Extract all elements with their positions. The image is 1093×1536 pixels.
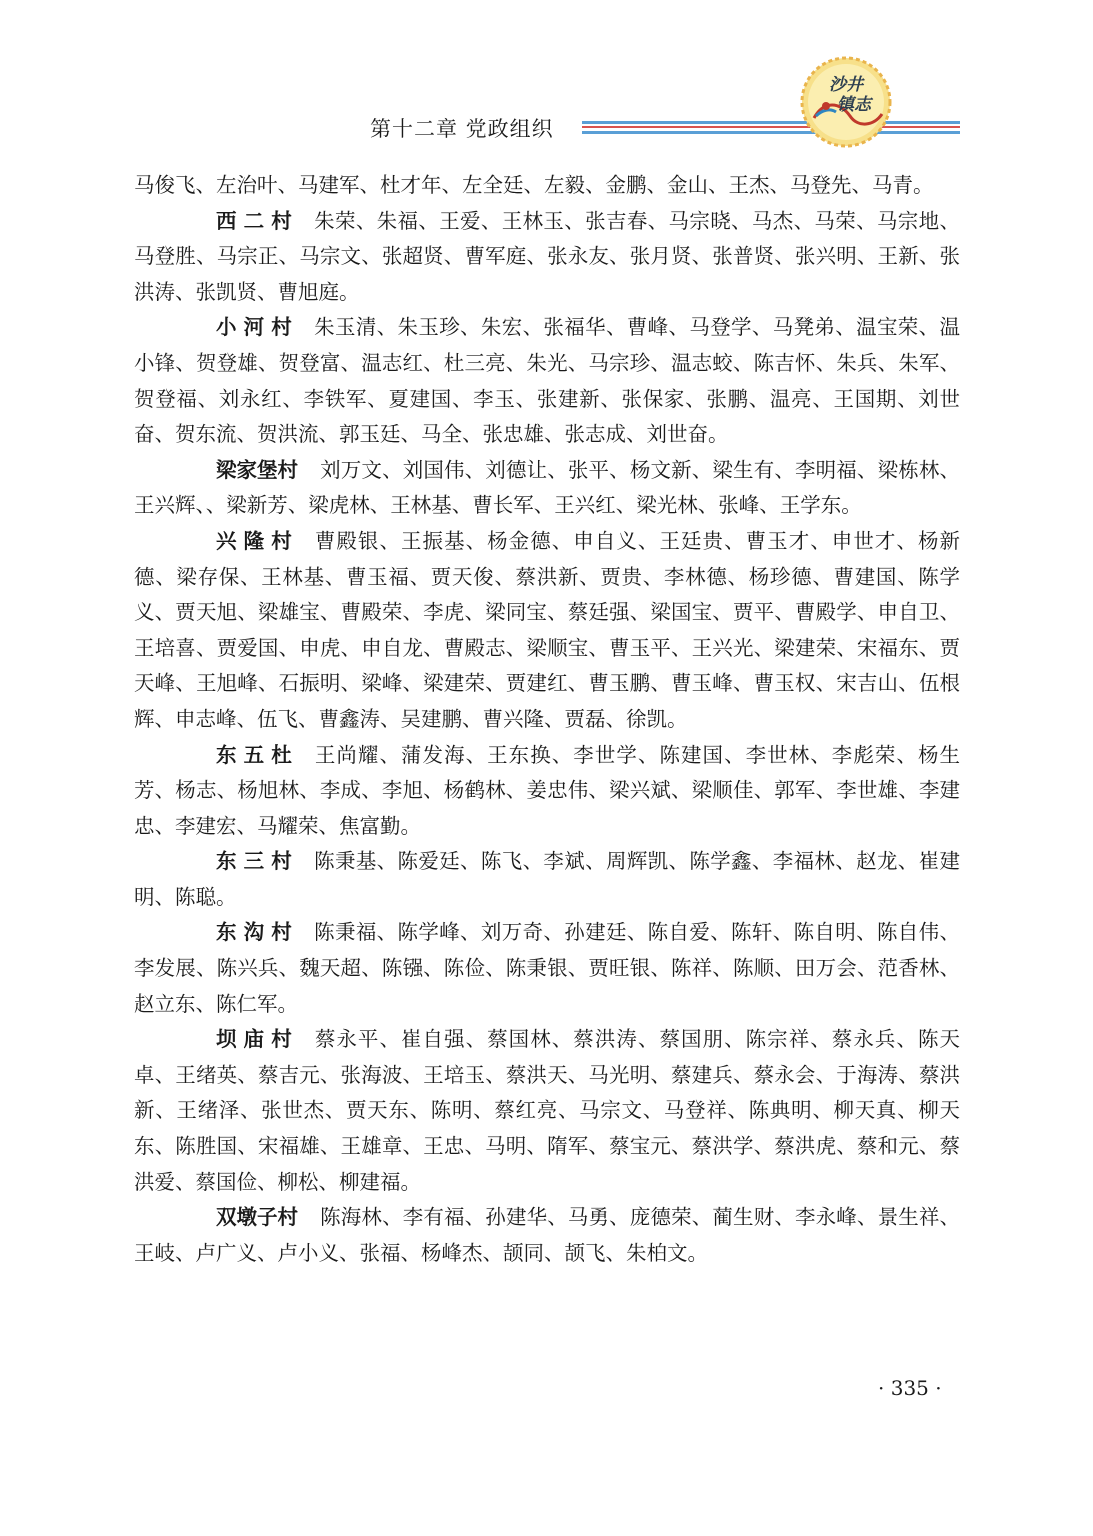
- svg-text:沙井: 沙井: [829, 75, 863, 95]
- village-members: 朱荣、朱福、王爱、王林玉、张吉春、马宗晓、马杰、马荣、马宗地、马登胜、马宗正、马宗文、张超贤、曹军庭、张永友、张月贤、张普贤、张兴明、王新、张洪涛、张凯贤、曹旭庭。: [134, 208, 960, 304]
- village-name: 东 沟 村: [216, 920, 292, 945]
- village-name: 梁家堡村: [216, 457, 298, 482]
- village-members: 朱玉清、朱玉珍、朱宏、张福华、曹峰、马登学、马凳弟、温宝荣、温小锋、贺登雄、贺登富、温志红、杜三亮、朱光、马宗珍、温志蛟、陈吉怀、朱兵、朱军、贺登福、刘永红、李铁军、夏建国、李玉、张建新、张保家、张鹏、温亮、王国期、刘世奋、贺东流、贺洪流、郭玉廷、马全、张忠雄、张志成、刘世奋。: [134, 315, 960, 447]
- village-name: 小 河 村: [216, 315, 292, 340]
- village-members: 陈海林、李有福、孙建华、马勇、庞德荣、蔺生财、李永峰、景生祥、王岐、卢广义、卢小义、张福、杨峰杰、颉同、颉飞、朱柏文。: [134, 1205, 960, 1265]
- village-entry: [134, 204, 960, 311]
- gazetteer-logo-icon: [800, 56, 892, 148]
- village-name: 东 三 村: [216, 849, 292, 874]
- village-entry: [134, 1022, 960, 1200]
- village-entry: [134, 738, 960, 845]
- page-number: · 335 ·: [878, 1376, 942, 1400]
- header-rule-top: [582, 121, 960, 124]
- village-entry: [134, 915, 960, 1022]
- village-entry: [134, 1200, 960, 1271]
- svg-text:镇志: 镇志: [837, 95, 871, 115]
- village-name: 坝 庙 村: [216, 1027, 292, 1052]
- roster-content: [134, 168, 960, 1271]
- village-entry: [134, 453, 960, 524]
- village-members: 王尚耀、蒲发海、王东换、李世学、陈建国、李世林、李彪荣、杨生芳、杨志、杨旭林、李成、李旭、杨鹤林、姜忠伟、梁兴斌、梁顺佳、郭军、李世雄、李建忠、李建宏、马耀荣、焦富勤。: [134, 742, 960, 838]
- village-name: 东 五 杜: [216, 742, 292, 767]
- village-members: 曹殿银、王振基、杨金德、申自义、王廷贵、曹玉才、申世才、杨新德、梁存保、王林基、曹玉福、贾天俊、蔡洪新、贾贵、李林德、杨珍德、曹建国、陈学义、贾天旭、梁雄宝、曹殿荣、李虎、梁同宝、蔡廷强、梁国宝、贾平、曹殿学、申自卫、王培喜、贾爱国、申虎、申自龙、曹殿志、梁顺宝、曹玉平、王兴光、梁建荣、宋福东、贾天峰、王旭峰、石振明、梁峰、梁建荣、贾建红、曹玉鹏、曹玉峰、曹玉权、宋吉山、伍根辉、申志峰、伍飞、曹鑫涛、吴建鹏、曹兴隆、贾磊、徐凯。: [134, 528, 960, 731]
- village-members: 刘万文、刘国伟、刘德让、张平、杨文新、梁生有、李明福、梁栋林、王兴辉、、梁新芳、梁虎林、王林基、曹长军、王兴红、梁光林、张峰、王学东。: [134, 457, 960, 518]
- village-name: 双墩子村: [216, 1205, 298, 1230]
- village-members: 陈秉福、陈学峰、刘万奇、孙建廷、陈自爱、陈轩、陈自明、陈自伟、李发展、陈兴兵、魏天超、陈镪、陈俭、陈秉银、贾旺银、陈祥、陈顺、田万会、范香林、赵立东、陈仁军。: [134, 920, 960, 1016]
- village-name: 兴 隆 村: [216, 528, 292, 553]
- village-entry: [134, 844, 960, 915]
- village-entry: [134, 524, 960, 738]
- chapter-title: 第十二章 党政组织: [370, 117, 554, 141]
- village-name: 西 二 村: [216, 208, 292, 233]
- village-members: 蔡永平、崔自强、蔡国林、蔡洪涛、蔡国朋、陈宗祥、蔡永兵、陈天卓、王绪英、蔡吉元、张海波、王培玉、蔡洪天、马光明、蔡建兵、蔡永会、于海涛、蔡洪新、王绪泽、张世杰、贾天东、陈明、蔡红亮、马宗文、马登祥、陈典明、柳天真、柳天东、陈胜国、宋福雄、王雄章、王忠、马明、隋军、蔡宝元、蔡洪学、蔡洪虎、蔡和元、蔡洪爱、蔡国俭、柳松、柳建福。: [134, 1027, 960, 1194]
- village-members: 陈秉基、陈爱廷、陈飞、李斌、周辉凯、陈学鑫、李福林、赵龙、崔建明、陈聪。: [134, 849, 960, 909]
- header-rule-bottom: [582, 131, 960, 134]
- village-entry: [134, 310, 960, 452]
- header-rule-middle: [582, 126, 960, 128]
- continuation-paragraph: 马俊飞、左治叶、马建军、杜才年、左全廷、左毅、金鹏、金山、王杰、马登先、马青。: [134, 173, 934, 197]
- page-header: [0, 0, 1093, 150]
